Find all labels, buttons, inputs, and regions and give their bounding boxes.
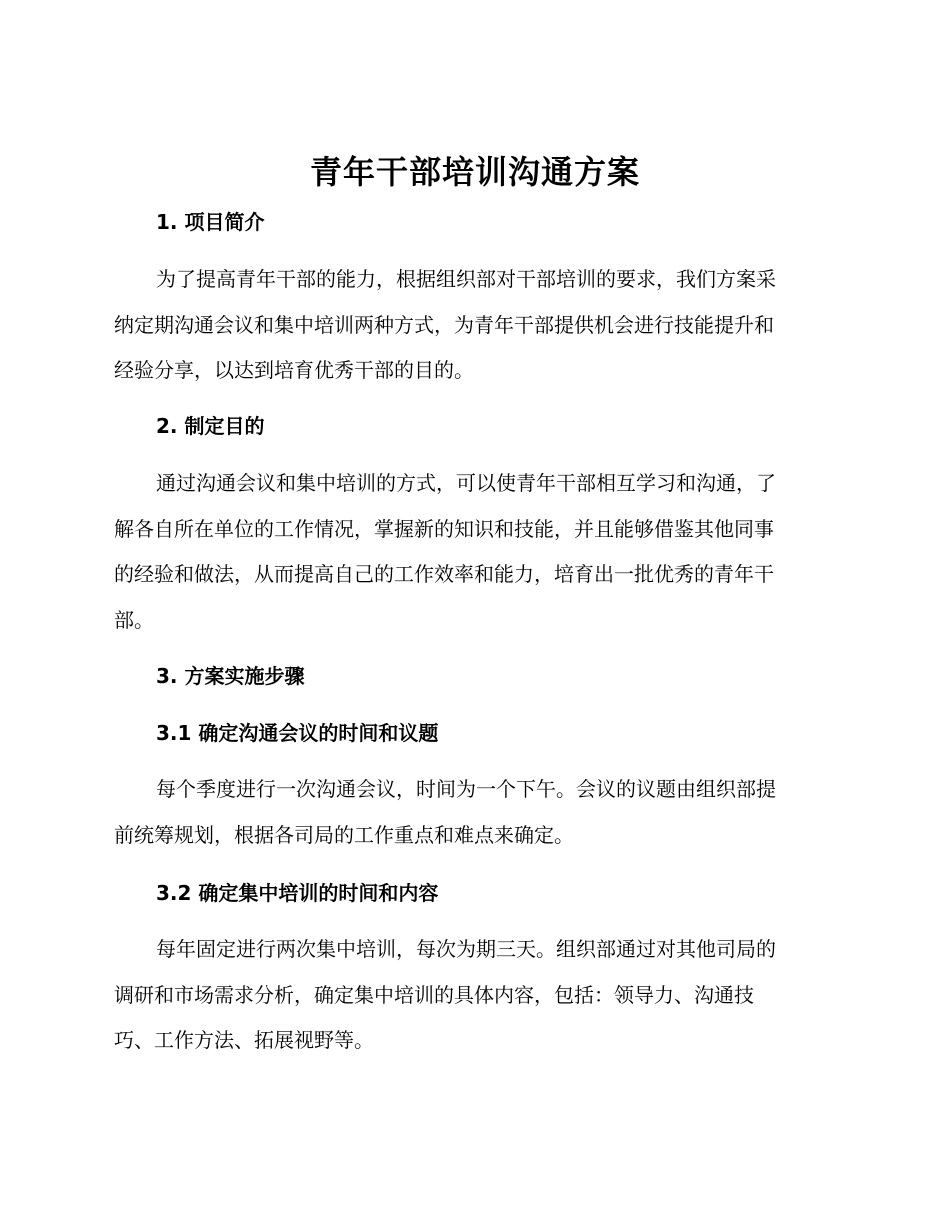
paragraph-line: 通过沟通会议和集中培训的方式，可以使青年干部相互学习和沟通，了: [156, 471, 776, 495]
paragraph-line: 部。: [114, 607, 154, 632]
section-paragraph-project-intro: [114, 257, 834, 394]
paragraph-line: 每年固定进行两次集中培训，每次为期三天。组织部通过对其他司局的: [156, 937, 776, 961]
section-heading-project-intro: 1. 项目简介: [156, 210, 265, 234]
paragraph-line: 前统筹规划，根据各司局的工作重点和难点来确定。: [114, 822, 574, 847]
paragraph-line: 解各自所在单位的工作情况，掌握新的知识和技能，并且能够借鉴其他同事: [114, 516, 774, 541]
paragraph-line: 纳定期沟通会议和集中培训两种方式，为青年干部提供机会进行技能提升和: [114, 312, 774, 337]
paragraph-line: 调研和市场需求分析，确定集中培训的具体内容，包括：领导力、沟通技: [114, 982, 754, 1007]
paragraph-line: 经验分享，以达到培育优秀干部的目的。: [114, 358, 474, 382]
section-heading-meeting-schedule: 3.1 确定沟通会议的时间和议题: [156, 721, 439, 745]
paragraph-line: 巧、工作方法、拓展视野等。: [114, 1028, 374, 1052]
section-heading-purpose: 2. 制定目的: [156, 414, 265, 438]
section-paragraph-purpose: [114, 461, 834, 643]
paragraph-line: 为了提高青年干部的能力，根据组织部对干部培训的要求，我们方案采: [156, 267, 776, 291]
section-heading-implementation-steps: 3. 方案实施步骤: [156, 664, 305, 688]
paragraph-line: 的经验和做法，从而提高自己的工作效率和能力，培育出一批优秀的青年干: [114, 562, 774, 586]
document-title: 青年干部培训沟通方案: [309, 153, 640, 191]
paragraph-line: 每个季度进行一次沟通会议，时间为一个下午。会议的议题由组织部提: [156, 777, 776, 801]
section-heading-training-schedule: 3.2 确定集中培训的时间和内容: [156, 881, 439, 905]
section-paragraph-training-schedule: [114, 927, 834, 1064]
section-paragraph-meeting-schedule: [114, 767, 834, 858]
